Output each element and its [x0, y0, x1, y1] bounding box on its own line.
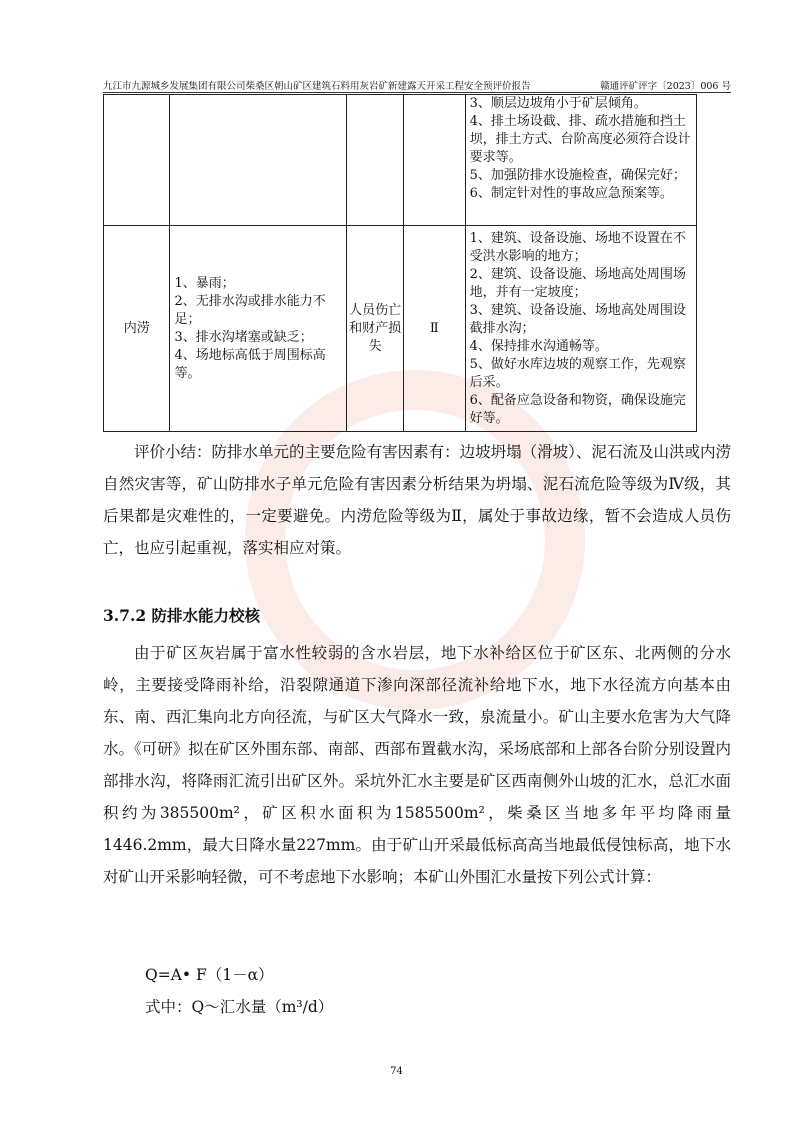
cause-item: 2、无排水沟或排水能力不足； — [174, 293, 326, 327]
measure-item: 2、建筑、设备设施、场地高处周围场地，并有一定坡度； — [469, 266, 686, 300]
header-report-number: 赣通评矿评字〔2023〕006 号 — [600, 81, 731, 92]
header-report-title: 九江市九源城乡发展集团有限公司柴桑区朝山矿区建筑石料用灰岩矿新建露天开采工程安全预评价报告 — [103, 81, 531, 92]
measure-item: 3、建筑、设备设施、场地高处周围设截排水沟； — [469, 302, 686, 336]
table-row — [104, 95, 697, 226]
table-cell — [347, 95, 404, 226]
table-row — [104, 226, 697, 432]
evaluation-summary — [103, 436, 731, 564]
body-paragraph: 由于矿区灰岩属于富水性较弱的含水岩层，地下水补给区位于矿区东、北两侧的分水岭，主要接受降雨补给，沿裂隙通道下渗向深部径流补给地下水，地下水径流方向基本由东、南、西汇集向北方向径流，与矿区大气降水一致，泉流量小。矿山主要水危害为大气降水。《可研》拟在矿区外围东部、南部、西部布置截水沟，采场底部和上部各台阶分别设置内部排水沟，将降雨汇流引出矿区外。采坑外汇水主要是矿区西南侧外山坡的汇水，总汇水面积约为385500m²，矿区积水面积为1585500m²，柴桑区当地多年平均降雨量1446.2mm，最大日降水量227mm。由于矿山开采最低标高高当地最低侵蚀标高，地下水对矿山开采影响轻微，可不考虑地下水影响；本矿山外围汇水量按下列公式计算： — [103, 644, 731, 886]
measure-item: 6、制定针对性的事故应急预案等。 — [469, 186, 673, 201]
measures-cell — [465, 95, 696, 226]
section-body — [103, 637, 731, 893]
consequence-cell: 人员伤亡和财产损失 — [347, 226, 404, 432]
measures-cell — [465, 226, 696, 432]
summary-paragraph: 评价小结：防排水单元的主要危险有害因素有：边坡坍塌（滑坡）、泥石流及山洪或内涝自然灾害等，矿山防排水子单元危险有害因素分析结果为坍塌、泥石流危险等级为Ⅳ级，其后果都是灾难性的，一定要避免。内涝危险等级为Ⅱ，属处于事故边缘，暂不会造成人员伤亡，也应引起重视，落实相应对策。 — [103, 443, 731, 557]
measure-item: 5、加强防排水设施检查，确保完好； — [469, 168, 686, 183]
table-cell — [104, 95, 170, 226]
cause-item: 4、场地标高低于周围标高等。 — [174, 347, 326, 381]
formula: Q=A• F（1－α） — [145, 966, 274, 984]
causes-cell — [170, 226, 347, 432]
hazard-cell: 内涝 — [104, 226, 170, 432]
section-heading: 3.7.2 防排水能力校核 — [103, 606, 261, 625]
table-cell — [404, 95, 466, 226]
measure-item: 5、做好水库边坡的观察工作，先观察后采。 — [469, 356, 686, 390]
formula-note: 式中：Q～汇水量（m³/d） — [145, 998, 334, 1016]
cause-item: 1、暴雨； — [174, 275, 235, 291]
hazard-analysis-table — [103, 94, 697, 432]
cause-item: 3、排水沟堵塞或缺乏； — [174, 329, 313, 345]
measure-item: 3、顺层边坡角小于矿层倾角。 — [469, 96, 647, 111]
page-number: 74 — [390, 1066, 403, 1077]
risk-level-cell: Ⅱ — [404, 226, 466, 432]
table-cell — [170, 95, 347, 226]
measure-item: 1、建筑、设备设施、场地不设置在不受洪水影响的地方； — [469, 230, 686, 264]
page-header — [103, 78, 731, 93]
measure-item: 4、排土场设截、排、疏水措施和挡土坝，排土方式、台阶高度必须符合设计要求等。 — [469, 114, 691, 165]
measure-item: 6、配备应急设备和物资，确保设施完好等。 — [469, 392, 686, 426]
measure-item: 4、保持排水沟通畅等。 — [469, 338, 608, 354]
